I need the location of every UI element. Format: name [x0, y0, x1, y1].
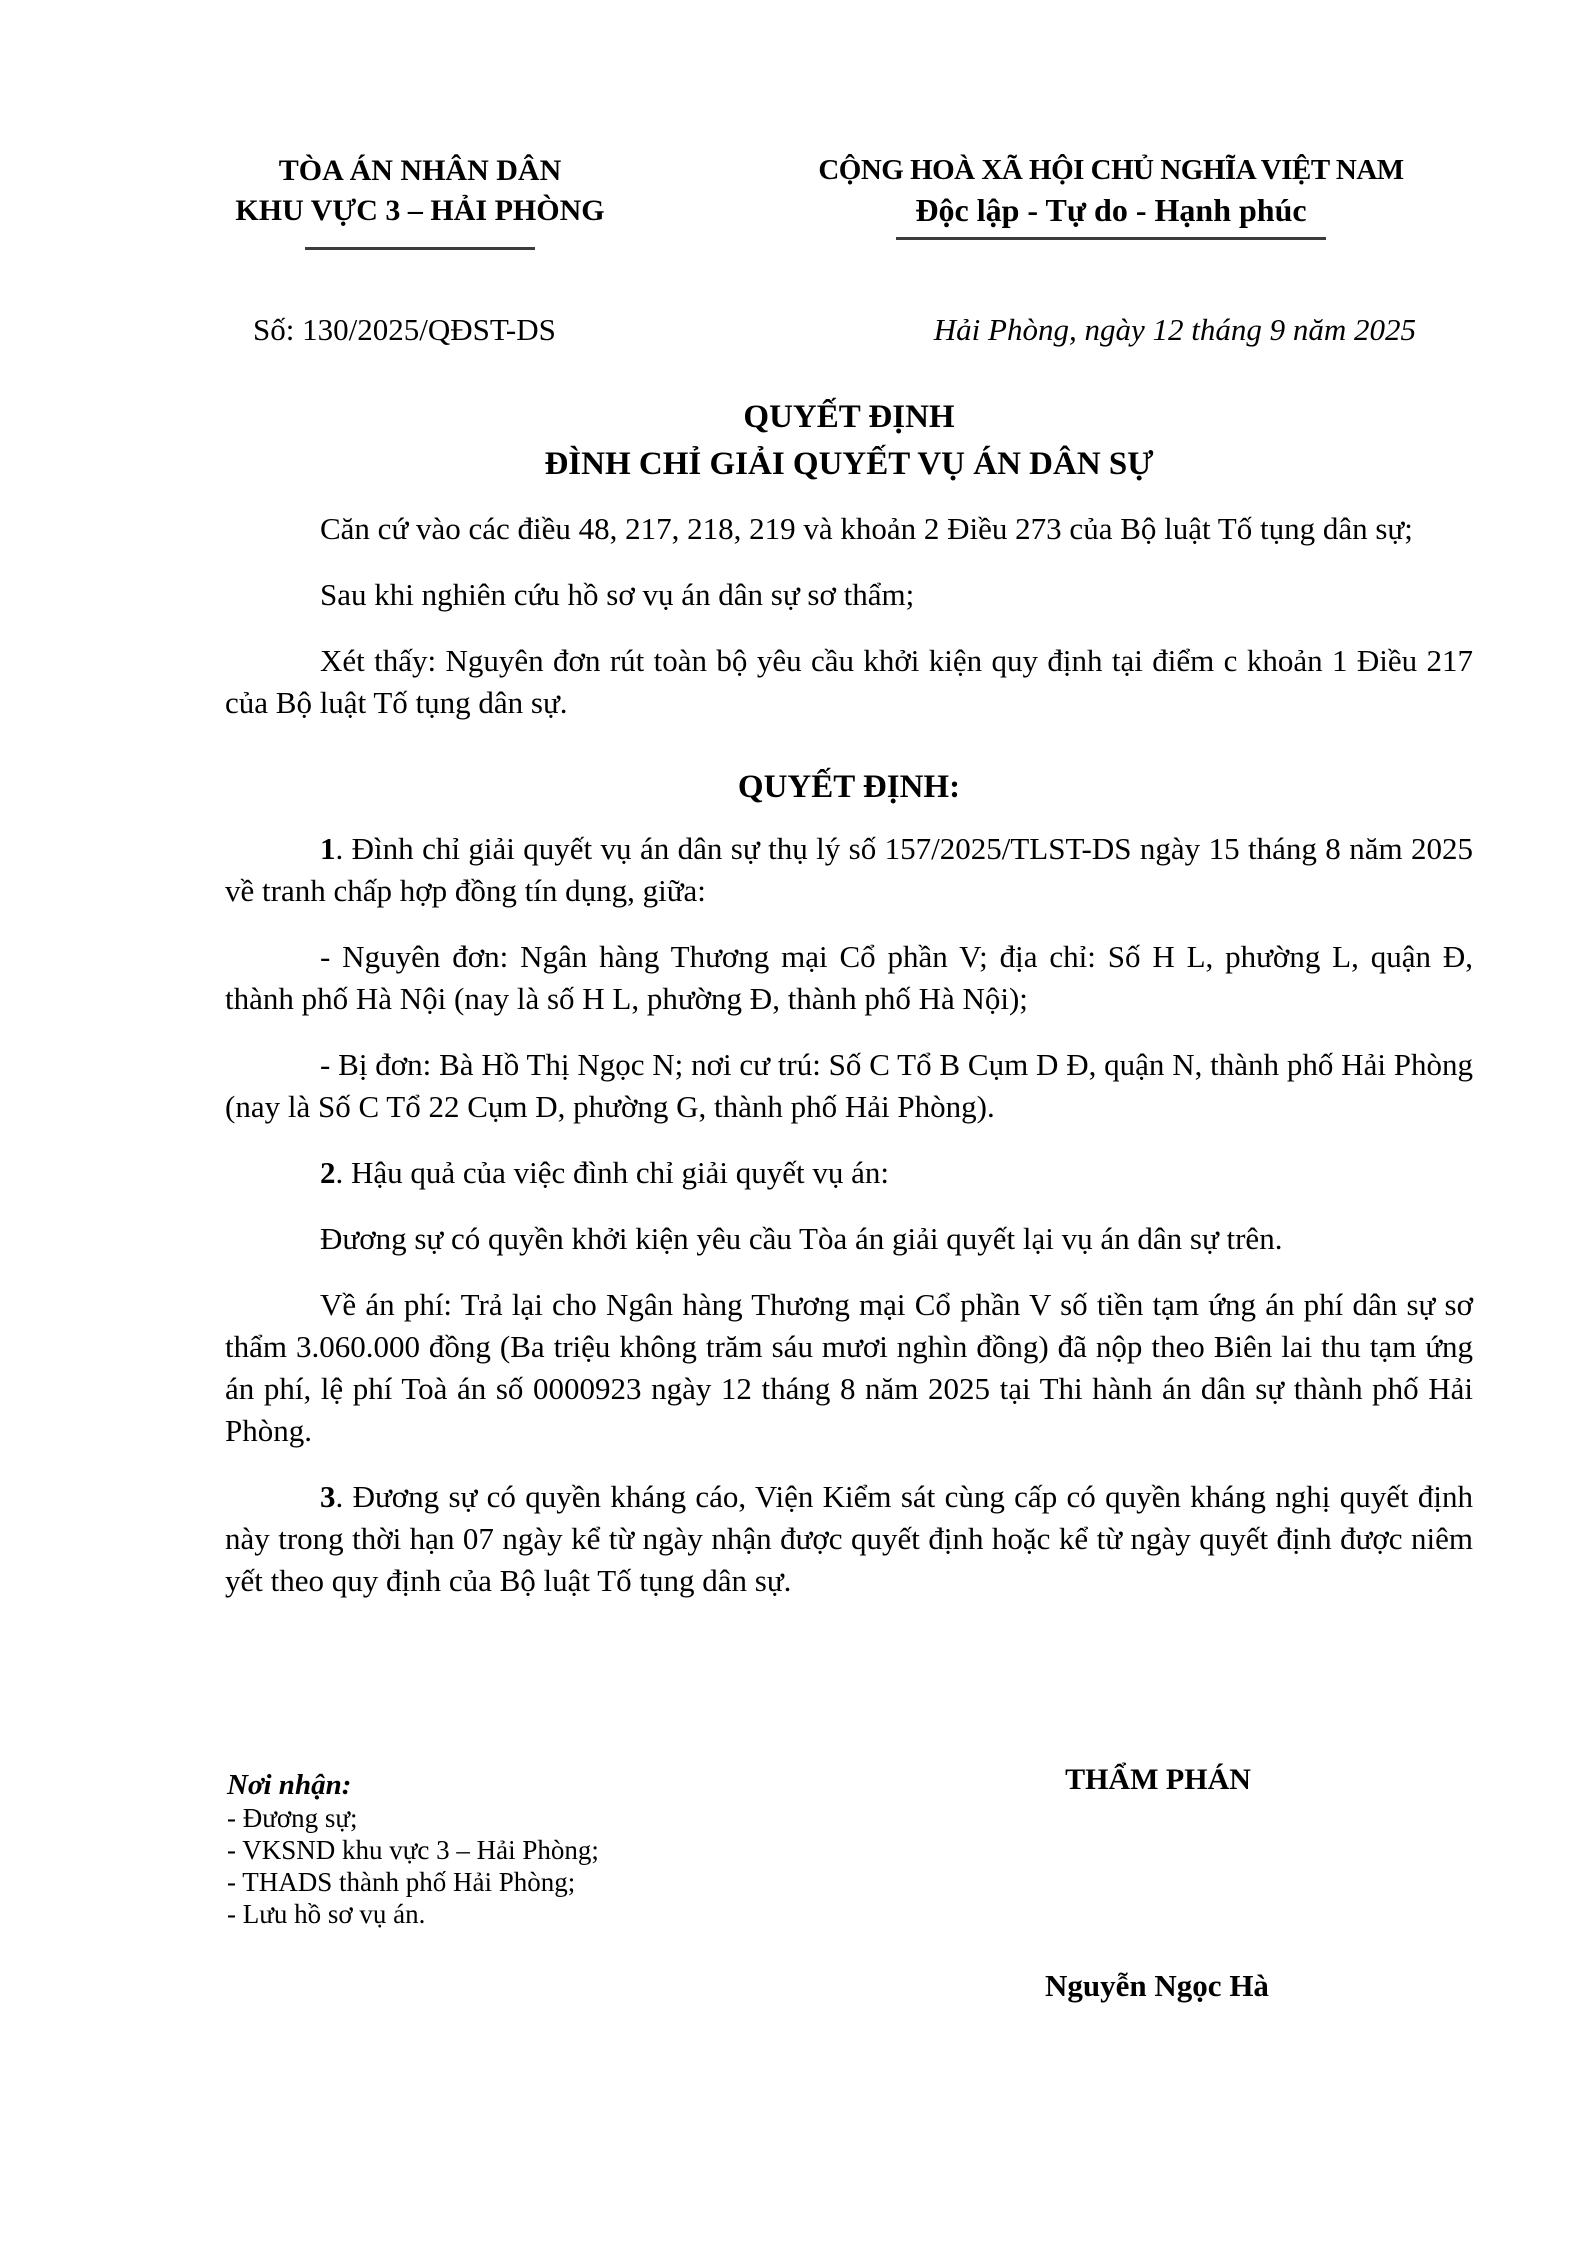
header-left-rule [305, 247, 535, 250]
place-and-date: Hải Phòng, ngày 12 tháng 9 năm 2025 [933, 312, 1416, 347]
article-number: 1 [320, 831, 336, 866]
national-title: CỘNG HOÀ XÃ HỘI CHỦ NGHĨA VIỆT NAM [818, 154, 1404, 186]
title-line2: ĐÌNH CHỈ GIẢI QUYẾT VỤ ÁN DÂN SỰ [544, 446, 1154, 482]
document-body [225, 508, 1473, 1626]
article-number: 3 [320, 1479, 336, 1514]
court-region: KHU VỰC 3 – HẢI PHÒNG [235, 194, 605, 227]
article-paragraph [225, 1218, 1473, 1260]
article-text: Về án phí: Trả lại cho Ngân hàng Thương mại Cổ phần V số tiền tạm ứng án phí dân sự sơ thẩm 3.060.000 đồng (Ba triệu không trăm sáu mươi nghìn đồng) đã nộp theo Biên lai thu tạm ứng án phí, lệ phí Toà án số 0000923 ngày 12 tháng 8 năm 2025 tại Thi hành án dân sự thành phố Hải Phòng. [225, 1287, 1473, 1448]
article-paragraph [225, 1476, 1473, 1602]
document-number: Số: 130/2025/QĐST-DS [253, 312, 556, 347]
preamble-paragraph: Xét thấy: Nguyên đơn rút toàn bộ yêu cầu khởi kiện quy định tại điểm c khoản 1 Điều 217 của Bộ luật Tố tụng dân sự. [225, 643, 1473, 720]
article-paragraph [225, 936, 1473, 1020]
court-name: TÒA ÁN NHÂN DÂN [278, 154, 562, 187]
national-motto: Độc lập - Tự do - Hạnh phúc [915, 192, 1307, 228]
article-text: . Đình chỉ giải quyết vụ án dân sự thụ lý số 157/2025/TLST-DS ngày 15 tháng 8 năm 2025 về tranh chấp hợp đồng tín dụng, giữa: [225, 831, 1473, 908]
title-line1: QUYẾT ĐỊNH [743, 399, 955, 435]
judge-name: Nguyễn Ngọc Hà [1045, 1968, 1269, 2003]
header-right-rule [896, 237, 1326, 240]
article-text: . Hậu quả của việc đình chỉ giải quyết vụ án: [335, 1155, 890, 1190]
article-number: 2 [320, 1155, 336, 1190]
article-text: - Bị đơn: Bà Hồ Thị Ngọc N; nơi cư trú: Số C Tổ B Cụm D Đ, quận N, thành phố Hải Phòng (nay là Số C Tổ 22 Cụm D, phường G, thành phố Hải Phòng). [225, 1047, 1473, 1124]
article-text: Đương sự có quyền khởi kiện yêu cầu Tòa án giải quyết lại vụ án dân sự trên. [320, 1221, 1283, 1256]
article-paragraph [225, 1284, 1473, 1452]
document-title [225, 394, 1473, 488]
article-text: - Nguyên đơn: Ngân hàng Thương mại Cổ phần V; địa chỉ: Số H L, phường L, quận Đ, thành phố Hà Nội (nay là số H L, phường Đ, thành phố Hà Nội); [225, 939, 1473, 1016]
article-paragraph [225, 828, 1473, 912]
preamble-paragraph: Căn cứ vào các điều 48, 217, 218, 219 và khoản 2 Điều 273 của Bộ luật Tố tụng dân sự; [320, 511, 1413, 546]
recipients-label: Nơi nhận: [227, 1769, 352, 1801]
judge-role: THẨM PHÁN [1065, 1763, 1251, 1796]
preamble-paragraph: Sau khi nghiên cứu hồ sơ vụ án dân sự sơ thẩm; [320, 577, 915, 612]
recipient-item: - Đương sự; [227, 1803, 358, 1833]
recipient-item: - Lưu hồ sơ vụ án. [227, 1899, 426, 1929]
meta-row [225, 312, 1473, 348]
recipient-item: - THADS thành phố Hải Phòng; [227, 1867, 576, 1897]
article-paragraph [225, 1152, 1473, 1194]
article-paragraph [225, 1044, 1473, 1128]
recipients-block [227, 1768, 599, 1930]
decision-heading: QUYẾT ĐỊNH: [737, 769, 961, 805]
national-header-block [766, 150, 1456, 240]
court-header-block [215, 151, 625, 250]
article-text: . Đương sự có quyền kháng cáo, Viện Kiểm sát cùng cấp có quyền kháng nghị quyết định này trong thời hạn 07 ngày kể từ ngày nhận được quyết định hoặc kể từ ngày quyết định được niêm yết theo quy định của Bộ luật Tố tụng dân sự. [225, 1479, 1473, 1598]
recipient-item: - VKSND khu vực 3 – Hải Phòng; [227, 1835, 599, 1865]
